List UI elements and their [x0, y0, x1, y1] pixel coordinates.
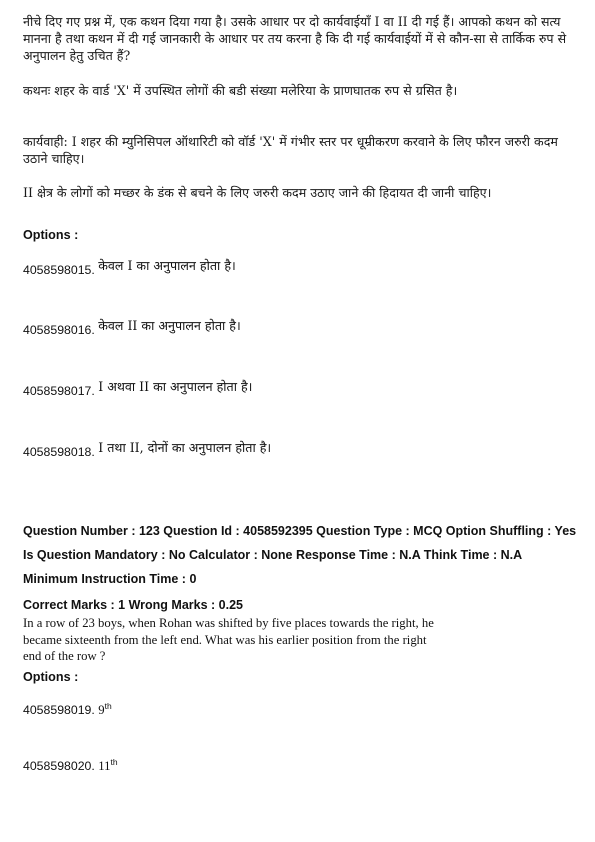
prev-action-2 — [23, 184, 575, 201]
prev-option-3[interactable] — [23, 379, 575, 399]
prev-options-label: Options : — [23, 228, 79, 242]
prev-option-4[interactable] — [23, 440, 575, 460]
prev-action-1 — [23, 133, 575, 167]
question-text-line: In a row of 23 boys, when Rohan was shifted by five places towards the right, he — [23, 616, 434, 630]
option-text: केवल II का अनुपालन होता है। — [98, 318, 241, 333]
question-option-2[interactable] — [23, 757, 575, 774]
action-1-text: कार्यवाही: I शहर की म्युनिसिपल ऑथारिटी को वॉर्ड 'X' में गंभीर स्तर पर धूम्रीकरण करवाने के लिए फौरन जरुरी कदम उठाने चाहिए। — [23, 134, 558, 166]
prev-statement — [23, 82, 575, 99]
option-suffix: th — [104, 701, 112, 711]
question-text — [23, 615, 575, 665]
option-id: 4058598015. — [23, 263, 95, 277]
option-id: 4058598019. — [23, 703, 95, 717]
question-text-line: end of the row ? — [23, 649, 106, 663]
option-text: केवल I का अनुपालन होता है। — [98, 258, 236, 273]
option-value: 9 — [98, 703, 105, 717]
action-2-text: II क्षेत्र के लोगों को मच्छर के डंक से बचने के लिए जरुरी कदम उठाए जाने की हिदायत दी जानी चाहिए। — [23, 185, 492, 200]
option-text: I तथा II, दोनों का अनुपालन होता है। — [98, 440, 272, 455]
question-meta-line-2: Is Question Mandatory : No Calculator : None Response Time : N.A Think Time : N.A — [23, 548, 523, 562]
prev-instruction — [23, 13, 575, 64]
question-meta-line-1: Question Number : 123 Question Id : 4058592395 Question Type : MCQ Option Shuffling : Yes — [23, 524, 577, 538]
prev-option-1[interactable] — [23, 258, 575, 278]
option-id: 4058598018. — [23, 445, 95, 459]
question-options-label: Options : — [23, 670, 79, 684]
question-option-1[interactable] — [23, 701, 575, 718]
option-id: 4058598016. — [23, 323, 95, 337]
statement-text: कथनः शहर के वार्ड 'X' में उपस्थित लोगों की बडी संख्या मलेरिया के प्राणघातक रुप से ग्रसित है। — [23, 83, 458, 98]
option-id: 4058598017. — [23, 384, 95, 398]
instruction-text: नीचे दिए गए प्रश्न में, एक कथन दिया गया है। उसके आधार पर दो कार्यवाईयाँ I वा II दी गई हैं। आपको कथन को सत्य मानना है तथा कथन में दी गई जानकारी के आधार पर तय करना है कि दी गई कार्यवाईयों में से कौन-सा से तार्किक रुप से अनुपालन हेतु उचित हैं? — [23, 14, 567, 63]
prev-option-2[interactable] — [23, 318, 575, 338]
option-text: I अथवा II का अनुपालन होता है। — [98, 379, 253, 394]
option-id: 4058598020. — [23, 759, 95, 773]
option-suffix: th — [110, 757, 118, 767]
question-meta-line-3: Minimum Instruction Time : 0 — [23, 572, 197, 586]
question-marks: Correct Marks : 1 Wrong Marks : 0.25 — [23, 598, 243, 612]
option-value: 11 — [98, 759, 111, 773]
question-text-line: became sixteenth from the left end. What was his earlier position from the right — [23, 632, 427, 647]
